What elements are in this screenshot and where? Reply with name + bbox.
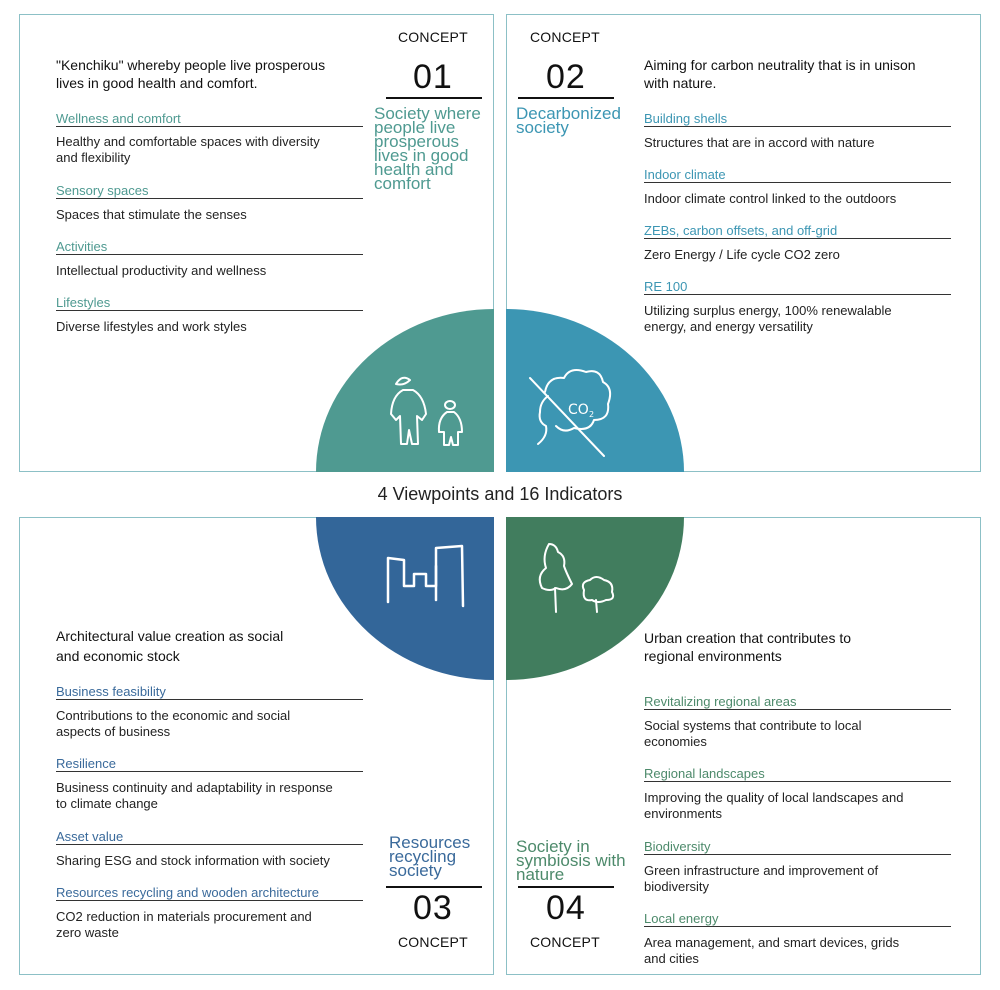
indicator-resources-recycling-label: Resources recycling and wooden architecture xyxy=(56,885,320,900)
indicator-rule xyxy=(56,254,363,255)
concept-03-title: Resources recycling society xyxy=(389,833,471,880)
concept-04-number: 04 xyxy=(546,889,586,927)
svg-text:CO: CO xyxy=(568,402,589,418)
indicator-rule xyxy=(56,844,363,845)
indicator-activities-desc: Intellectual productivity and wellness xyxy=(56,263,267,278)
concept-01-number: 01 xyxy=(413,58,453,96)
indicator-rule xyxy=(644,709,951,710)
indicator-rule xyxy=(644,781,951,782)
indicator-rule xyxy=(644,926,951,927)
concept-02-word: CONCEPT xyxy=(530,29,600,45)
concept-02-number-rule xyxy=(518,97,614,99)
concept-02-title: Decarbonized society xyxy=(516,104,621,137)
indicator-resources-recycling-desc: CO2 reduction in materials procurement and zero waste xyxy=(56,909,312,940)
indicator-business-feasibility-label: Business feasibility xyxy=(56,684,166,699)
concept-04-title: Society in symbiosis with nature xyxy=(516,837,626,884)
concept-01-intro: "Kenchiku" whereby people live prosperous lives in good health and comfort. xyxy=(56,57,326,91)
indicator-rule xyxy=(56,310,363,311)
concept-01-title: Society where people live prosperous lives in good health and comfort xyxy=(374,104,481,193)
indicator-regional-areas-desc: Social systems that contribute to local economies xyxy=(644,718,862,749)
concept-03-quadrant xyxy=(316,517,494,680)
indicator-rule xyxy=(644,182,951,183)
indicator-rule xyxy=(644,238,951,239)
indicator-resilience-label: Resilience xyxy=(56,756,116,771)
concept-04-number-rule xyxy=(518,886,614,888)
indicator-sensory-label: Sensory spaces xyxy=(56,183,149,198)
indicator-rule xyxy=(56,771,363,772)
concept-03-number: 03 xyxy=(413,889,453,927)
indicator-lifestyles-desc: Diverse lifestyles and work styles xyxy=(56,319,247,334)
indicator-rule xyxy=(56,198,363,199)
indicator-rule xyxy=(644,854,951,855)
indicator-indoor-climate-desc: Indoor climate control linked to the outdoors xyxy=(644,191,897,206)
indicator-activities-label: Activities xyxy=(56,239,108,254)
indicator-rule xyxy=(56,900,363,901)
concept-03-number-rule xyxy=(386,886,482,888)
concept-04-intro: Urban creation that contributes to regional environments xyxy=(644,630,852,664)
indicator-building-shells-desc: Structures that are in accord with nature xyxy=(644,135,875,150)
indicator-sensory-desc: Spaces that stimulate the senses xyxy=(56,207,247,222)
indicator-wellness-label: Wellness and comfort xyxy=(56,111,181,126)
indicator-indoor-climate-label: Indoor climate xyxy=(644,167,726,182)
concept-01-number-rule xyxy=(386,97,482,99)
concept-04-word: CONCEPT xyxy=(530,934,600,950)
indicator-rule xyxy=(644,294,951,295)
indicator-regional-landscapes-desc: Improving the quality of local landscapes and environments xyxy=(644,790,904,821)
diagram-title: 4 Viewpoints and 16 Indicators xyxy=(377,484,623,504)
indicator-local-energy-desc: Area management, and smart devices, grids and cities xyxy=(644,935,900,966)
concept-02-number: 02 xyxy=(546,58,586,96)
indicator-regional-landscapes-label: Regional landscapes xyxy=(644,766,765,781)
indicator-building-shells-label: Building shells xyxy=(644,111,728,126)
indicator-zeb-label: ZEBs, carbon offsets, and off-grid xyxy=(644,223,838,238)
concept-03-word: CONCEPT xyxy=(398,934,468,950)
indicator-regional-areas-label: Revitalizing regional areas xyxy=(644,694,797,709)
indicator-biodiversity-desc: Green infrastructure and improvement of biodiversity xyxy=(644,863,879,894)
indicator-re100-desc: Utilizing surplus energy, 100% renewalable energy, and energy versatility xyxy=(644,303,892,334)
indicator-zeb-desc: Zero Energy / Life cycle CO2 zero xyxy=(644,247,840,262)
indicator-biodiversity-label: Biodiversity xyxy=(644,839,711,854)
concept-02-intro: Aiming for carbon neutrality that is in unison with nature. xyxy=(644,57,916,91)
indicator-re100-label: RE 100 xyxy=(644,279,688,294)
indicator-asset-value-desc: Sharing ESG and stock information with society xyxy=(56,853,330,868)
concept-01-word: CONCEPT xyxy=(398,29,468,45)
svg-text:2: 2 xyxy=(589,410,595,419)
indicator-wellness-desc: Healthy and comfortable spaces with diversity and flexibility xyxy=(56,134,320,165)
indicator-business-feasibility-desc: Contributions to the economic and social aspects of business xyxy=(56,708,291,739)
indicator-rule xyxy=(56,699,363,700)
concept-03-intro: Architectural value creation as social and economic stock xyxy=(56,628,284,664)
indicator-lifestyles-label: Lifestyles xyxy=(56,295,111,310)
indicator-local-energy-label: Local energy xyxy=(644,911,719,926)
indicator-rule xyxy=(56,126,363,127)
indicator-rule xyxy=(644,126,951,127)
indicator-resilience-desc: Business continuity and adaptability in response to climate change xyxy=(56,780,333,811)
indicator-asset-value-label: Asset value xyxy=(56,829,124,844)
